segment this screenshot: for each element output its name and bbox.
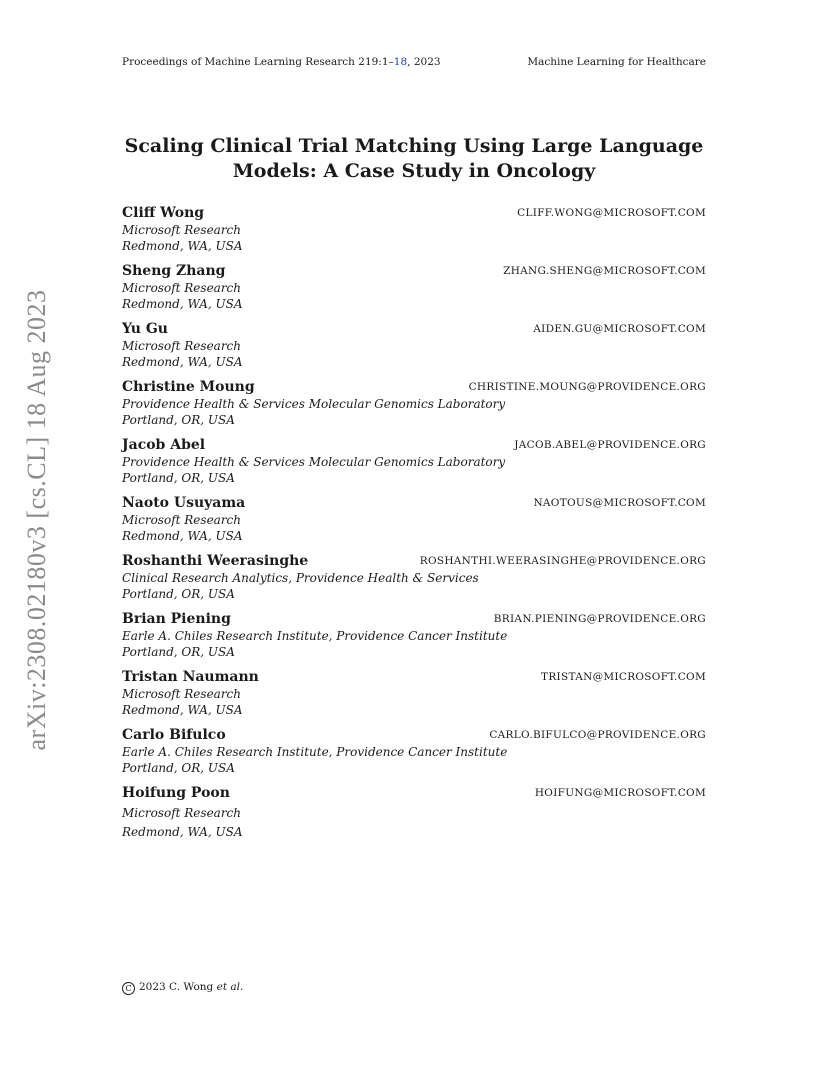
copyright-symbol: C [122, 982, 135, 995]
author-email: AIDEN.GU@MICROSOFT.COM [533, 323, 706, 335]
author-affiliation: Providence Health & Services Molecular Genomics Laboratory [122, 397, 506, 411]
author-affiliation: Microsoft Research [122, 281, 242, 295]
last-page-link[interactable]: 18 [393, 56, 408, 68]
copyright-text: 2023 C. Wong [139, 981, 214, 993]
author-affiliation: Microsoft Research [122, 513, 242, 527]
author-block [122, 552, 706, 602]
author-email: CHRISTINE.MOUNG@PROVIDENCE.ORG [468, 381, 706, 393]
author-email: ZHANG.SHENG@MICROSOFT.COM [503, 265, 706, 277]
author-affiliation: Microsoft Research [122, 339, 242, 353]
author-name: Tristan Naumann [122, 669, 259, 685]
author-affiliation: Microsoft Research [122, 687, 242, 701]
author-location: Redmond, WA, USA [122, 529, 243, 543]
paper-title [122, 134, 706, 184]
copyright-notice [122, 981, 243, 995]
proceedings-text: Proceedings of Machine Learning Research 219:1 [122, 56, 389, 68]
author-name: Yu Gu [122, 321, 168, 337]
author-location: Portland, OR, USA [122, 587, 235, 601]
author-name: Sheng Zhang [122, 263, 226, 279]
author-location: Portland, OR, USA [122, 471, 235, 485]
author-name: Carlo Bifulco [122, 727, 226, 743]
author-location: Portland, OR, USA [122, 413, 235, 427]
author-email: CLIFF.WONG@MICROSOFT.COM [517, 207, 706, 219]
author-email: HOIFUNG@MICROSOFT.COM [534, 787, 706, 799]
author-name: Brian Piening [122, 611, 231, 627]
author-location: Redmond, WA, USA [122, 297, 243, 311]
author-email: CARLO.BIFULCO@PROVIDENCE.ORG [489, 729, 706, 741]
author-block [122, 784, 706, 842]
author-location: Redmond, WA, USA [122, 703, 243, 717]
author-block [122, 204, 706, 254]
author-location: Portland, OR, USA [122, 645, 235, 659]
arxiv-identifier: arXiv:2308.02180v3 [cs.CL] 18 Aug 2023 [22, 289, 51, 751]
author-affiliation: Clinical Research Analytics, Providence Health & Services [122, 571, 479, 585]
author-affiliation: Providence Health & Services Molecular Genomics Laboratory [122, 455, 506, 469]
author-block [122, 668, 706, 718]
author-email: TRISTAN@MICROSOFT.COM [541, 671, 706, 683]
running-header-left [122, 56, 441, 68]
author-name: Christine Moung [122, 379, 255, 395]
author-block [122, 436, 706, 486]
author-block [122, 378, 706, 428]
author-name: Cliff Wong [122, 205, 205, 221]
author-location: Redmond, WA, USA [122, 239, 243, 253]
author-location: Portland, OR, USA [122, 761, 235, 775]
author-email: ROSHANTHI.WEERASINGHE@PROVIDENCE.ORG [419, 555, 706, 567]
author-email: NAOTOUS@MICROSOFT.COM [533, 497, 706, 509]
author-affiliation: Microsoft Research [122, 223, 242, 237]
author-affiliation: Earle A. Chiles Research Institute, Providence Cancer Institute [122, 745, 508, 759]
author-location: Redmond, WA, USA [122, 355, 243, 369]
proceedings-year: , 2023 [407, 56, 441, 68]
author-name: Naoto Usuyama [122, 495, 246, 511]
author-email: JACOB.ABEL@PROVIDENCE.ORG [514, 439, 706, 451]
title-line-2: Models: A Case Study in Oncology [232, 160, 596, 182]
page-range-dash: – [388, 56, 394, 68]
author-block [122, 320, 706, 370]
author-block [122, 262, 706, 312]
author-block [122, 494, 706, 544]
author-name: Roshanthi Weerasinghe [122, 553, 309, 569]
author-affiliation: Earle A. Chiles Research Institute, Providence Cancer Institute [122, 629, 508, 643]
author-block [122, 610, 706, 660]
copyright-etal: et al. [216, 981, 244, 993]
running-header-right: Machine Learning for Healthcare [527, 56, 706, 68]
author-name: Jacob Abel [122, 437, 206, 453]
title-line-1: Scaling Clinical Trial Matching Using Large Language [124, 135, 704, 157]
author-name: Hoifung Poon [122, 785, 230, 801]
author-list [122, 204, 706, 850]
author-affiliation: Microsoft Research [122, 806, 242, 820]
author-email: BRIAN.PIENING@PROVIDENCE.ORG [493, 613, 706, 625]
author-block [122, 726, 706, 776]
author-location: Redmond, WA, USA [122, 825, 243, 839]
